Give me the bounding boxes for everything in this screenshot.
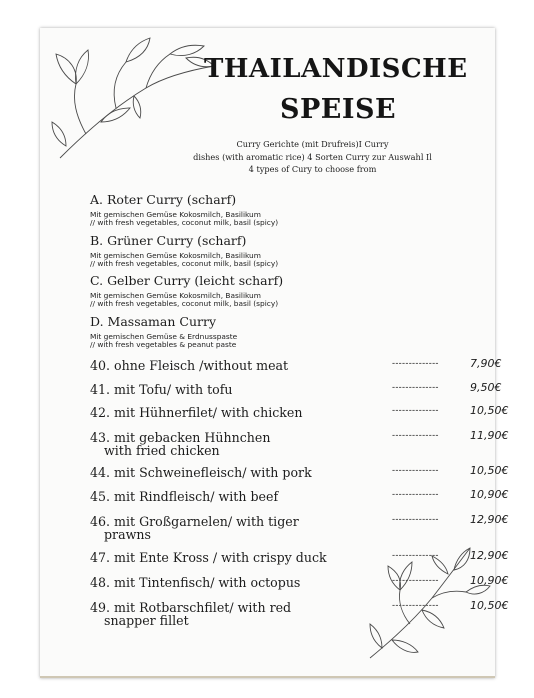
leaf-decoration-bottom (362, 540, 492, 665)
item-price: 10,90€ (470, 488, 509, 501)
price-leader: -------------- (392, 383, 439, 393)
subtitle-line: 4 types of Cury to choose from (248, 164, 377, 174)
item-name: 49. mit Rotbarschfilet/ with red (90, 600, 292, 615)
category-name: A. Roter Curry (scharf) (90, 192, 237, 207)
menu-item (90, 381, 502, 397)
price-leader: -------------- (392, 490, 439, 500)
item-price: 12,90€ (470, 549, 509, 562)
category-desc-en: // with fresh vegetables, coconut milk, basil (spicy) (90, 259, 279, 269)
price-leader: -------------- (392, 576, 439, 586)
item-price: 12,90€ (470, 513, 509, 526)
price-leader: -------------- (392, 359, 439, 369)
subtitle-line: Curry Gerichte (mit Drufreis)I Curry (236, 139, 389, 149)
item-price: 7,90€ (470, 357, 502, 370)
item-name-cont: snapper fillet (104, 613, 189, 628)
item-name-cont: prawns (104, 527, 151, 542)
item-price: 11,90€ (470, 429, 509, 442)
item-name: 42. mit Hühnerfilet/ with chicken (90, 405, 303, 420)
item-name: 41. mit Tofu/ with tofu (90, 382, 233, 397)
category-desc-en: // with fresh vegetables & peanut paste (90, 340, 237, 350)
category-desc-de: Mit gemischen Gemüse Kokosmilch, Basilikum (90, 251, 261, 260)
price-leader: -------------- (392, 406, 439, 416)
item-name-cont: with fried chicken (104, 443, 220, 458)
item-name: 40. ohne Fleisch /without meat (90, 358, 289, 373)
menu-item (90, 488, 509, 504)
item-price: 10,50€ (470, 599, 509, 612)
menu-item (90, 513, 509, 542)
curry-category (90, 273, 350, 309)
price-leader: -------------- (392, 466, 439, 476)
item-name: 43. mit gebacken Hühnchen (90, 430, 271, 445)
item-price: 9,50€ (470, 381, 502, 394)
category-name: D. Massaman Curry (90, 314, 217, 329)
price-leader: -------------- (392, 601, 439, 611)
menu-item (90, 429, 509, 458)
menu-title-line2: SPEISE (280, 94, 397, 125)
price-leader: -------------- (392, 431, 439, 441)
menu-item (90, 404, 509, 420)
curry-category (90, 192, 350, 228)
menu-title-line1: THAILANDISCHE (204, 54, 468, 84)
item-price: 10,90€ (470, 574, 509, 587)
category-desc-en: // with fresh vegetables, coconut milk, basil (spicy) (90, 299, 279, 309)
item-name: 45. mit Rindfleisch/ with beef (90, 489, 279, 504)
item-price: 10,50€ (470, 464, 509, 477)
curry-category (90, 233, 350, 269)
item-price: 10,50€ (470, 404, 509, 417)
subtitle-line: dishes (with aromatic rice) 4 Sorten Curry zur Auswahl Il (193, 151, 432, 162)
category-desc-de: Mit gemischen Gemüse & Erdnusspaste (90, 332, 238, 341)
category-name: B. Grüner Curry (scharf) (90, 233, 247, 248)
category-desc-en: // with fresh vegetables, coconut milk, basil (spicy) (90, 218, 279, 228)
item-name: 46. mit Großgarnelen/ with tiger (90, 514, 299, 529)
category-desc-de: Mit gemischen Gemüse Kokosmilch, Basilikum (90, 291, 261, 300)
item-name: 44. mit Schweinefleisch/ with pork (90, 465, 312, 480)
item-name: 47. mit Ente Kross / with crispy duck (90, 550, 327, 565)
menu-item (90, 464, 509, 480)
menu-subtitle (180, 138, 445, 176)
curry-category (90, 314, 350, 350)
price-leader: -------------- (392, 515, 439, 525)
menu-item (90, 357, 502, 373)
price-leader: -------------- (392, 551, 439, 561)
item-name: 48. mit Tintenfisch/ with octopus (90, 575, 301, 590)
category-desc-de: Mit gemischen Gemüse Kokosmilch, Basilikum (90, 210, 261, 219)
category-name: C. Gelber Curry (leicht scharf) (90, 273, 284, 288)
menu-page (40, 28, 509, 678)
